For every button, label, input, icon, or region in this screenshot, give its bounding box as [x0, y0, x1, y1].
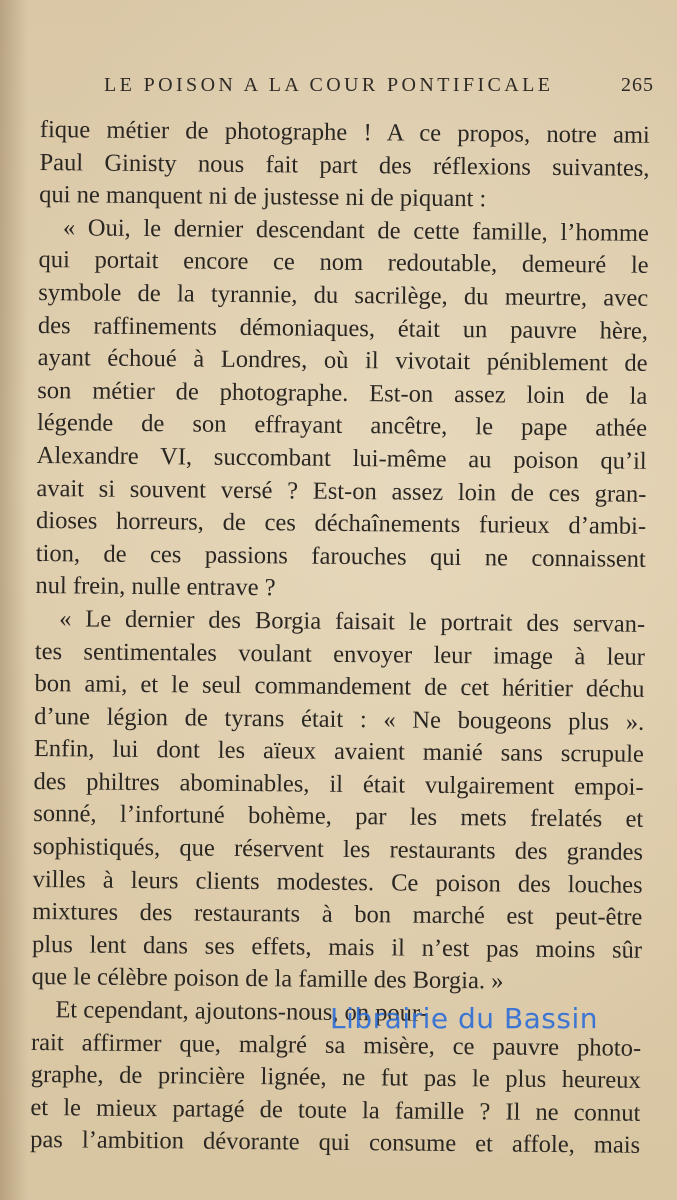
text-line: sophistiqués, que réservent les restaurants des grandes: [32, 833, 644, 866]
watermark-text: Librairie du Bassin: [330, 1002, 599, 1035]
text-line: ayant échoué à Londres, où il vivotait péniblement de: [37, 344, 648, 377]
text-line: et le mieux partagé de toute la famille ? Il ne connut: [30, 1093, 641, 1127]
text-line: bon ami, et le seul commandement de cet héritier déchu: [34, 670, 645, 703]
text-line: nul frein, nulle entrave ?: [35, 572, 276, 602]
text-line: mixtures des restaurants à bon marché est peut-être: [32, 898, 643, 932]
text-line: Et cependant, ajoutons-nous, on pour-: [55, 996, 428, 1027]
text-line: avait si souvent versé ? Est-on assez loin de ces gran-: [36, 474, 647, 508]
text-line: des raffinements démoniaques, était un pauvre hère,: [37, 311, 649, 345]
text-line: légende de son effrayant ancêtre, le pape athée: [36, 409, 648, 443]
text-line: villes à leurs clients modestes. Ce poison des louches: [32, 865, 643, 899]
text-line: graphe, de princière lignée, ne fut pas le plus heureux: [30, 1061, 641, 1095]
text-line: pas l’ambition dévorante qui consume et affole, mais: [30, 1126, 641, 1160]
gutter-shadow: [0, 0, 28, 1200]
text-line: « Le dernier des Borgia faisait le portrait des servan-: [59, 605, 646, 638]
text-line: fique métier de photographe ! A ce propos, notre ami: [39, 115, 650, 149]
text-line: sonné, l’infortuné bohème, par les mets frelatés et: [33, 800, 644, 834]
text-line: symbole de la tyrannie, du sacrilège, du meurtre, avec: [38, 278, 649, 312]
text-line: rait affirmer que, malgré sa misère, ce pauvre photo-: [30, 1028, 642, 1062]
text-line: Paul Ginisty nous fait part des réflexions suivantes,: [39, 148, 650, 182]
text-line: Enfin, lui dont les aïeux avaient manié sans scrupule: [33, 735, 645, 769]
text-line: qui ne manquent ni de justesse ni de piquant :: [39, 181, 487, 213]
text-line: que le célèbre poison de la famille des Borgia. »: [31, 963, 504, 995]
text-line: « Oui, le dernier descendant de cette famille, l’homme: [62, 214, 650, 247]
page-number: 265: [621, 74, 654, 96]
text-line: Alexandre VI, succombant lui-même au poison qu’il: [36, 441, 647, 475]
text-line: tion, de ces passions farouches qui ne connaissent: [35, 539, 646, 573]
text-line: son métier de photographe. Est-on assez loin de la: [37, 376, 648, 410]
text-line: qui portait encore ce nom redoutable, demeuré le: [38, 246, 649, 280]
text-line: dioses horreurs, de ces déchaînements furieux d’ambi-: [35, 507, 647, 540]
text-line: des philtres abominables, il était vulgairement empoi-: [33, 767, 644, 801]
running-title: LE POISON A LA COUR PONTIFICALE: [104, 74, 554, 96]
text-line: plus lent dans ses effets, mais il n’est pas moins sûr: [31, 930, 643, 964]
text-line: d’une légion de tyrans était : « Ne bougeons plus ».: [34, 702, 645, 736]
text-line: tes sentimentales voulant envoyer leur image à leur: [34, 637, 645, 671]
running-header: [104, 72, 654, 102]
